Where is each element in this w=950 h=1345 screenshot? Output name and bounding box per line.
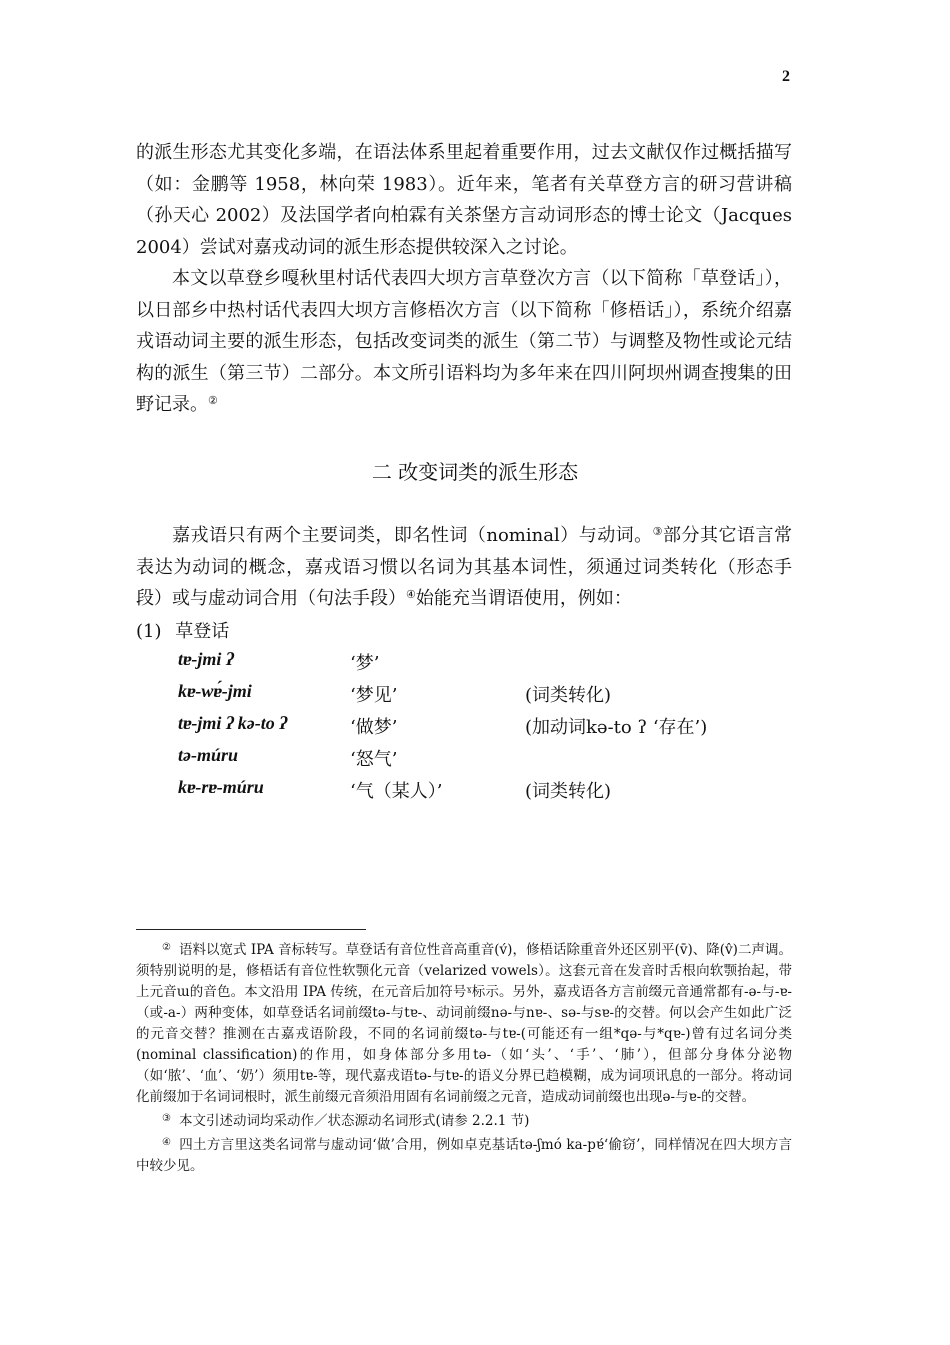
example-gloss: ‘怒气’ <box>350 749 398 770</box>
example-row <box>0 745 950 775</box>
footnote-ref-4[interactable]: ④ <box>406 588 416 601</box>
paragraph-1-text: 的派生形态尤其变化多端，在语法体系里起着重要作用，过去文献仅作过概括描写（如：金鹏等 1958，林向荣 1983）。近年来，笔者有关草登方言的研习营讲稿（孙天心 2002）及法国学者向柏霖有关茶堡方言动词形态的博士论文（Jacques 2004）尝试对嘉戎动词的派生形态提供较深入之讨论。 <box>136 142 792 258</box>
footnote-3 <box>136 1108 792 1132</box>
example-row <box>0 713 950 743</box>
example-row <box>0 777 950 807</box>
example-gloss: ‘梦见’ <box>350 685 398 706</box>
example-form: tə-múru <box>178 745 239 765</box>
footnote-ref-2[interactable]: ② <box>208 394 218 407</box>
example-note: (词类转化) <box>525 781 612 802</box>
example-dialect: 草登话 <box>175 621 230 642</box>
paragraph-2-text: 本文以草登乡嘎秋里村话代表四大坝方言草登次方言（以下简称「草登话」），以日部乡中热村话代表四大坝方言修梧次方言（以下简称「修梧话」），系统介绍嘉戎语动词主要的派生形态，包括改变词类的派生（第二节）与调整及物性或论元结构的派生（第三节）二部分。本文所引语料均为多年来在四川阿坝州调查搜集的田野记录。 <box>136 268 792 415</box>
footnote-2 <box>136 937 792 1108</box>
example-label <box>136 617 229 643</box>
example-gloss: ‘做梦’ <box>350 717 398 738</box>
footnote-mark: ④ <box>162 1137 172 1148</box>
example-form: kɐ-rɐ-múru <box>178 777 264 797</box>
example-form: tɐ-jmi ʔ <box>178 649 234 669</box>
footnote-text: 本文引述动词均采动作／状态源动名词形式(请参 2.2.1 节) <box>178 1113 530 1129</box>
footnote-separator <box>136 929 366 930</box>
footnote-ref-3[interactable]: ③ <box>652 525 664 538</box>
footnote-mark: ③ <box>162 1113 171 1124</box>
paragraph-3-text-b: 部分其它语言常表达为动词的概念，嘉戎语习惯以名词为其基本词性，须通过词类转化（形态手段）或与虚动词合用（句法手段） <box>136 525 792 609</box>
example-gloss: ‘气（某人）’ <box>350 781 443 802</box>
page-number: 2 <box>782 68 790 85</box>
section-heading: 二 改变词类的派生形态 <box>371 460 579 484</box>
paragraph-1 <box>136 137 792 263</box>
example-row <box>0 681 950 711</box>
example-number: (1) <box>136 621 162 642</box>
example-note: (词类转化) <box>525 685 612 706</box>
paragraph-2 <box>136 263 792 421</box>
paragraph-3-text-a: 嘉戎语只有两个主要词类，即名性词（nominal）与动词。 <box>172 525 653 546</box>
example-note: (加动词kə-to ʔ ‘存在’) <box>525 717 708 738</box>
example-gloss: ‘梦’ <box>350 653 380 674</box>
paragraph-3-text-c: 始能充当谓语使用，例如： <box>415 588 632 609</box>
footnote-text: 语料以宽式 IPA 音标转写。草登话有音位性音高重音(v́)，修梧话除重音外还区别平(v̄)、降(v̂)二声调。须特别说明的是，修梧话有音位性软颚化元音（velarized vowels）。这套元音在发音时舌根向软颚抬起，带上元音ɯ的音色。本文沿用 IPA 传统，在元音后加符号ˠ标示。另外，嘉戎语各方言前缀元音通常都有-ə-与-ɐ-（或-a-）两种变体，如草登话名词前缀tə-与tɐ-、动词前缀nə-与nɐ-、sə-与sɐ-的交替。何以会产生如此广泛的元音交替？推测在古嘉戎语阶段，不同的名词前缀tə-与tɐ-(可能还有一组*qə-与*qɐ-)曾有过名词分类(nominal classification)的作用，如身体部分多用tə-（如‘头’、‘手’、‘肺’），但部分身体分泌物（如‘脓’、‘血’、‘奶’）须用tɐ-等，现代嘉戎语tə-与tɐ-的语义分界已趋模糊，成为词项讯息的一部分。将动词化前缀加于名词词根时，派生前缀元音须沿用固有名词前缀之元音，造成动词前缀也出现ə-与ɐ-的交替。 <box>136 942 792 1105</box>
example-form: kɐ-wɐ́-jmi <box>178 681 252 701</box>
footnote-text: 四土方言里这类名词常与虚动词‘做’合用，例如卓克基话tə-ʃmó ka-pɐ́‘偷窃’，同样情况在四大坝方言中较少见。 <box>136 1137 793 1174</box>
paragraph-3 <box>136 520 792 615</box>
footnote-mark: ② <box>162 942 171 953</box>
example-row <box>0 649 950 679</box>
footnotes <box>136 937 792 1177</box>
footnote-4 <box>136 1132 792 1177</box>
example-form: tɐ-jmi ʔ kə-to ʔ <box>178 713 287 733</box>
